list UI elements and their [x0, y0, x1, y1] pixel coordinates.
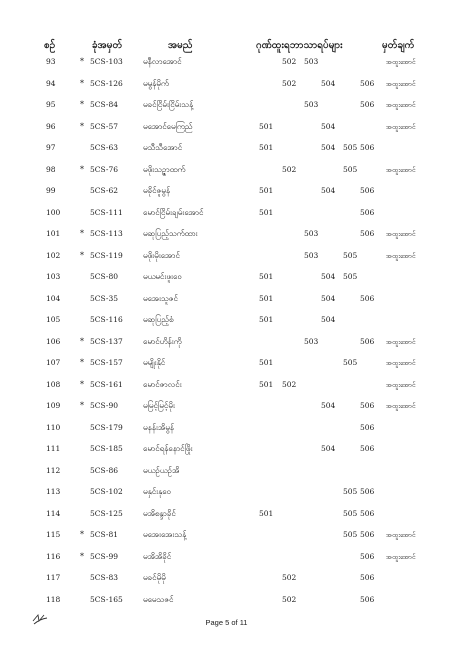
subject-502: 502 [282, 594, 297, 604]
seat-code: 5CS-76 [90, 164, 119, 174]
seat-code: 5CS-185 [90, 444, 123, 453]
subject-501: 501 [259, 379, 274, 389]
row-number: 109 [46, 401, 61, 410]
table-row [0, 203, 453, 225]
table-row [0, 547, 453, 569]
table-row [0, 160, 453, 182]
subject-504: 504 [321, 293, 336, 303]
subject-504: 504 [321, 78, 336, 88]
subject-506: 506 [360, 229, 375, 238]
subject-506: 506 [360, 78, 375, 88]
column-header-no: စဉ် [44, 40, 56, 51]
table-row [0, 74, 453, 96]
subject-506: 506 [360, 207, 375, 217]
special-marker: * [80, 100, 84, 109]
row-number: 106 [46, 336, 61, 346]
row-number: 98 [46, 164, 56, 174]
table-row [0, 375, 453, 397]
subject-505: 505 [343, 143, 358, 152]
table-row [0, 289, 453, 311]
seat-code: 5CS-125 [90, 508, 123, 518]
subject-504: 504 [321, 143, 336, 152]
row-number: 93 [46, 57, 56, 66]
subject-504: 504 [321, 401, 336, 410]
remark: အထူးအောင် [386, 122, 416, 131]
subject-506: 506 [360, 401, 375, 410]
remark: အထူးအောင် [386, 79, 416, 88]
student-name: မခင်မိုမို [143, 573, 166, 582]
subject-505: 505 [343, 530, 358, 539]
row-number: 104 [46, 293, 61, 303]
special-marker: * [80, 401, 84, 410]
row-number: 113 [46, 487, 61, 496]
special-marker: * [80, 336, 84, 346]
table-row [0, 461, 453, 483]
seat-code: 5CS-57 [90, 121, 119, 131]
row-number: 103 [46, 272, 61, 281]
row-number: 116 [46, 551, 61, 561]
remark: အထူးအောင် [386, 251, 416, 260]
student-name: မောင်ဟိန်းကို [143, 336, 182, 346]
subject-504: 504 [321, 121, 336, 131]
row-number: 99 [46, 186, 56, 195]
special-marker: * [80, 530, 84, 539]
student-name: မအေးသူဇင် [143, 293, 178, 303]
column-header-remark: မှတ်ချက် [382, 40, 415, 51]
student-name: မအောင်မေကြည် [143, 121, 193, 131]
special-marker: * [80, 57, 84, 66]
subject-502: 502 [282, 78, 297, 88]
student-name: မအိစန္ဒာခိုင် [143, 508, 176, 518]
subject-503: 503 [304, 250, 319, 260]
student-name: မယမင်းဖူးဝေ [143, 272, 182, 281]
subject-503: 503 [304, 100, 319, 109]
seat-code: 5CS-116 [90, 315, 123, 324]
student-name: မမေသဇင် [143, 594, 174, 604]
subject-502: 502 [282, 573, 297, 582]
page-number: Page 5 of 11 [205, 618, 248, 627]
table-row [0, 246, 453, 268]
student-name: မနန်းအိမွန် [143, 422, 174, 432]
special-marker: * [80, 164, 84, 174]
subject-505: 505 [343, 250, 358, 260]
subject-506: 506 [360, 487, 375, 496]
row-number: 118 [46, 594, 61, 604]
subject-504: 504 [321, 315, 336, 324]
row-number: 114 [46, 508, 61, 518]
subject-501: 501 [259, 143, 274, 152]
special-marker: * [80, 379, 84, 389]
table-row [0, 590, 453, 612]
table-row [0, 568, 453, 590]
student-name: မနီလာအောင် [143, 57, 182, 66]
subject-506: 506 [360, 594, 375, 604]
row-number: 115 [46, 530, 61, 539]
row-number: 97 [46, 143, 56, 152]
seat-code: 5CS-165 [90, 594, 123, 604]
seat-code: 5CS-81 [90, 530, 119, 539]
column-header-code: ခုံအမှတ် [92, 40, 123, 51]
table-row [0, 418, 453, 440]
row-number: 107 [46, 358, 61, 367]
subject-506: 506 [360, 508, 375, 518]
special-marker: * [80, 551, 84, 561]
subject-506: 506 [360, 444, 375, 453]
table-row [0, 525, 453, 547]
subject-501: 501 [259, 293, 274, 303]
row-number: 94 [46, 78, 56, 88]
subject-506: 506 [360, 551, 375, 561]
seat-code: 5CS-83 [90, 573, 119, 582]
subject-504: 504 [321, 272, 336, 281]
row-number: 95 [46, 100, 56, 109]
remark: အထူးအောင် [386, 165, 416, 174]
seat-code: 5CS-161 [90, 379, 123, 389]
table-row [0, 181, 453, 203]
subject-501: 501 [259, 358, 274, 367]
seat-code: 5CS-179 [90, 422, 123, 432]
remark: အထူးအောင် [386, 552, 416, 561]
student-name: မနှင်းနုဝေ [143, 487, 172, 496]
subject-506: 506 [360, 186, 375, 195]
student-name: မခင်ငြိမ်းငြိမ်းသန့် [143, 100, 194, 109]
remark: အထူးအောင် [386, 531, 416, 539]
subject-501: 501 [259, 508, 274, 518]
student-name: မမျိုးနိုင် [143, 358, 166, 367]
table-row [0, 310, 453, 332]
student-name: မဆုပြည့်စံ [143, 315, 174, 324]
subject-505: 505 [343, 358, 358, 367]
column-header-name: အမည် [168, 40, 193, 51]
student-name: မောင်ငြိမ်းချမ်းအောင် [143, 207, 204, 217]
row-number: 102 [46, 250, 61, 260]
student-name: မဆုပြည့်သက်ထား [143, 229, 198, 238]
table-row [0, 439, 453, 461]
subject-505: 505 [343, 487, 358, 496]
subject-506: 506 [360, 100, 375, 109]
subject-501: 501 [259, 272, 274, 281]
seat-code: 5CS-62 [90, 186, 119, 195]
student-name: မသီသီအောင် [143, 143, 183, 152]
row-number: 105 [46, 315, 61, 324]
row-number: 111 [46, 444, 61, 453]
row-number: 112 [46, 465, 61, 475]
table-row [0, 95, 453, 117]
student-name: မမြင့်မြင့်မိုး [143, 401, 175, 410]
row-number: 108 [46, 379, 61, 389]
table-row [0, 138, 453, 160]
seat-code: 5CS-119 [90, 250, 123, 260]
student-name: မယဉ်ယဉ်အိ [143, 465, 180, 475]
subject-505: 505 [343, 164, 358, 174]
subject-506: 506 [360, 293, 375, 303]
subject-504: 504 [321, 444, 336, 453]
student-name: မောင်ရန်နောင်ဖြိုး [143, 444, 193, 453]
row-number: 110 [46, 422, 61, 432]
table-row [0, 52, 453, 74]
subject-506: 506 [360, 530, 375, 539]
row-number: 100 [46, 207, 61, 217]
remark: အထူးအောင် [386, 230, 416, 238]
table-row [0, 504, 453, 526]
subject-502: 502 [282, 379, 297, 389]
subject-506: 506 [360, 422, 375, 432]
subject-505: 505 [343, 508, 358, 518]
student-name: မဖိုးမိုးအောင် [143, 250, 180, 260]
subject-506: 506 [360, 143, 375, 152]
table-row [0, 396, 453, 418]
seat-code: 5CS-35 [90, 293, 119, 303]
results-table [0, 52, 453, 611]
remark: အထူးအောင် [386, 402, 416, 410]
subject-505: 505 [343, 272, 358, 281]
seat-code: 5CS-157 [90, 358, 123, 367]
special-marker: * [80, 250, 84, 260]
subject-501: 501 [259, 207, 274, 217]
subject-504: 504 [321, 186, 336, 195]
remark: အထူးအောင် [386, 359, 416, 367]
student-name: မအေးအေးသန့် [143, 530, 187, 539]
subject-506: 506 [360, 573, 375, 582]
seat-code: 5CS-111 [90, 207, 123, 217]
special-marker: * [80, 229, 84, 238]
subject-501: 501 [259, 315, 274, 324]
row-number: 117 [46, 573, 61, 582]
student-name: မောင်ဇာလင်း [143, 379, 182, 389]
table-row [0, 267, 453, 289]
student-name: မအိအိခိုင် [143, 551, 172, 561]
table-row [0, 224, 453, 246]
seat-code: 5CS-99 [90, 551, 119, 561]
seat-code: 5CS-113 [90, 229, 123, 238]
subject-502: 502 [282, 57, 297, 66]
seat-code: 5CS-84 [90, 100, 119, 109]
row-number: 101 [46, 229, 61, 238]
subject-501: 501 [259, 121, 274, 131]
seat-code: 5CS-102 [90, 487, 123, 496]
subject-501: 501 [259, 186, 274, 195]
subject-503: 503 [304, 336, 319, 346]
seat-code: 5CS-63 [90, 143, 119, 152]
table-row [0, 117, 453, 139]
remark: အထူးအောင် [386, 380, 416, 389]
seat-code: 5CS-80 [90, 272, 119, 281]
table-row [0, 332, 453, 354]
seat-code: 5CS-90 [90, 401, 119, 410]
subject-502: 502 [282, 164, 297, 174]
seat-code: 5CS-137 [90, 336, 123, 346]
student-name: မမွန်မိုက် [143, 78, 169, 88]
seat-code: 5CS-126 [90, 78, 123, 88]
special-marker: * [80, 358, 84, 367]
subject-506: 506 [360, 336, 375, 346]
column-header-subjects: ဂုဏ်ထူးရဘာသာရပ်များ [256, 40, 343, 51]
remark: အထူးအောင် [386, 101, 416, 109]
seat-code: 5CS-103 [90, 57, 123, 66]
subject-503: 503 [304, 229, 319, 238]
student-name: မဖိုးသဥ္ဇာထက် [143, 164, 186, 174]
table-row [0, 482, 453, 504]
special-marker: * [80, 78, 84, 88]
row-number: 96 [46, 121, 56, 131]
student-name: မခိုင်ဇူမွန် [143, 186, 170, 195]
remark: အထူးအောင် [386, 58, 416, 66]
remark: အထူးအောင် [386, 337, 416, 346]
seat-code: 5CS-86 [90, 465, 119, 475]
table-row [0, 353, 453, 375]
subject-503: 503 [304, 57, 319, 66]
special-marker: * [80, 121, 84, 131]
